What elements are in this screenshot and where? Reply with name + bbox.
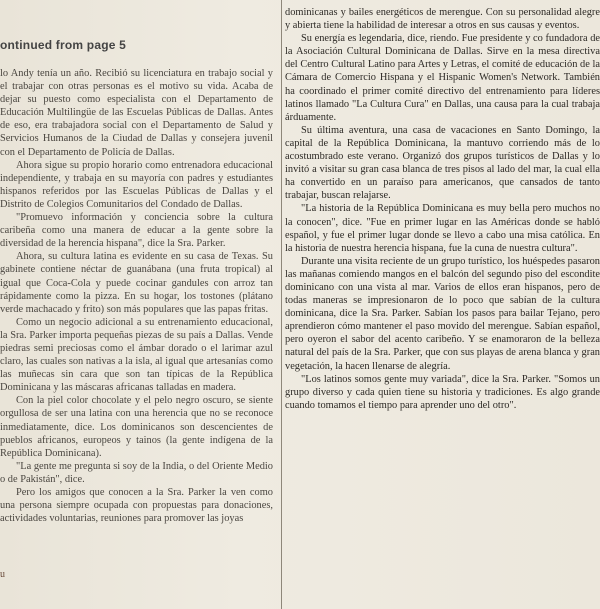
left-paragraph: Pero los amigos que conocen a la Sra. Parker la ven como una persona siempre ocupada con propuestas para donaciones, actividades voluntarias, reuniones para promover las joyas (0, 487, 273, 525)
gutter-mark: u (0, 569, 5, 580)
right-paragraph: Su última aventura, una casa de vacaciones en Santo Domingo, la capital de la República Dominicana, la mantuvo corriendo más de lo acostumbrado este verano. Organizó dos grupos turísticos de Dallas y lo invitó a visitar su gran casa blanca de tres pisos al lado del mar, la cual ella ha convertido en un paraíso para americanos, que cansados de tanto trabajar, buscan relajarse. (285, 124, 600, 202)
left-paragraph: Como un negocio adicional a su entrenamiento educacional, la Sra. Parker importa pequeñas piezas de su país a Dallas. Vende piedras semi preciosas como el ámbar dorado o el larimar azul claro, las cuales son nativas a la isla, al igual que artesanías como las muñecas sin cara que son tan típicas de la República Dominicana y las máscaras africanas talladas en madera. (0, 316, 273, 394)
left-paragraph: Ahora, su cultura latina es evidente en su casa de Texas. Su gabinete contiene néctar de guanábana (una fruta tropical) al igual que Coca-Cola y puede cocinar gandules con arroz tan rápidamente como la pizza. En su hogar, los tostones (plátano verde machacado y frito) son más populares que las papas fritas. (0, 251, 273, 315)
left-paragraph: Ahora sigue su propio horario como entrenadora educacional independiente, y trabaja en su mayoría con padres y estudiantes hispanos referidos por las Escuelas Públicas de Dallas y el Distrito de Colegios Comunitarios del Condado de Dallas. (0, 159, 273, 210)
right-paragraph: "La historia de la República Dominicana es muy bella pero muchos no la conocen", dice. "Fue en primer lugar en las Américas donde se habló español, y fue el primer lugar donde se llevo a cabo una misa católica. En la historia de nuestra herencia hispana, fue la cuna de nuestra cultura". (285, 203, 600, 254)
left-paragraph: "Promuevo información y conciencia sobre la cultura caribeña como una manera de educar a la gente sobre la diversidad de la herencia hispana", dice la Sra. Parker. (0, 212, 273, 250)
left-paragraph: Con la piel color chocolate y el pelo negro oscuro, se siente orgullosa de ser una latina con una herencia que no se reconoce inmediatamente, dice. Los dominicanos son descencientes de pueblos africanos, europeos y tainos (la gente indígena de la República Dominicana). (0, 395, 273, 459)
left-paragraph: lo Andy tenía un año. Recibió su licenciatura en trabajo social y el trabajar con otras personas es el motivo su vida. Acaba de dejar su puesto como especialista con el Departamento de Educación Multilingüe de las Escuelas Públicas de Dallas. Antes de eso, era trabajadora social con el Departamento de Salud y Servicios Humanos de la Ciudad de Dallas y consejera juvenil con el Departamento de Policía de Dallas. (0, 68, 273, 158)
right-paragraph: Su energía es legendaria, dice, riendo. Fue presidente y co fundadora de la Asociación Cultural Dominicana de Dallas. Sirve en la mesa directiva del Centro Cultural Latino para Artes y Letras, el comité de educación de la Cámara de Comercio Hispana y el Hispanic Women's Network. También ha coordinado el primer comité directivo del entrenamiento para líderes latinos llamado "La Cultura Cura" en Dallas, una causa para la cual trabaja árduamente. (285, 33, 600, 123)
right-paragraph: "Los latinos somos gente muy variada", dice la Sra. Parker. "Somos un grupo diverso y cada quien tiene su historia y tradiciones. Es algo grande cuando tomamos el tiempo para aprender uno del otro". (285, 373, 600, 411)
left-paragraph: "La gente me pregunta si soy de la India, o del Oriente Medio o de Pakistán", dice. (0, 460, 273, 485)
left-column (0, 0, 277, 525)
continued-from-page-label: ontinued from page 5 (0, 38, 127, 52)
right-column (285, 0, 600, 412)
column-divider (281, 0, 282, 609)
right-paragraph: dominicanas y bailes energéticos de merengue. Con su personalidad alegre y abierta tiene la habilidad de interesar a otros en sus causas y eventos. (285, 7, 600, 32)
right-paragraph: Durante una visita reciente de un grupo turístico, los huéspedes pasaron las mañanas comiendo mangos en el balcón del segundo piso del escondite dominicano con una vista al mar. Varios de ellos eran hispanos, pero de todas maneras se impresionaron de lo poco que sabían de la cultura dominicana, dice la Sra. Parker. Sabían los pasos para bailar Tejano, pero aprendieron cómo mantener el paso movido del merengue. Sabían español, pero oyeron el sabor del acento caribeño. Y se enamoraron de la belleza natural del país de la Sra. Parker, que con sus playas de arena blanca y gran vegetación, la hacen llenarse de alegría. (285, 255, 600, 372)
